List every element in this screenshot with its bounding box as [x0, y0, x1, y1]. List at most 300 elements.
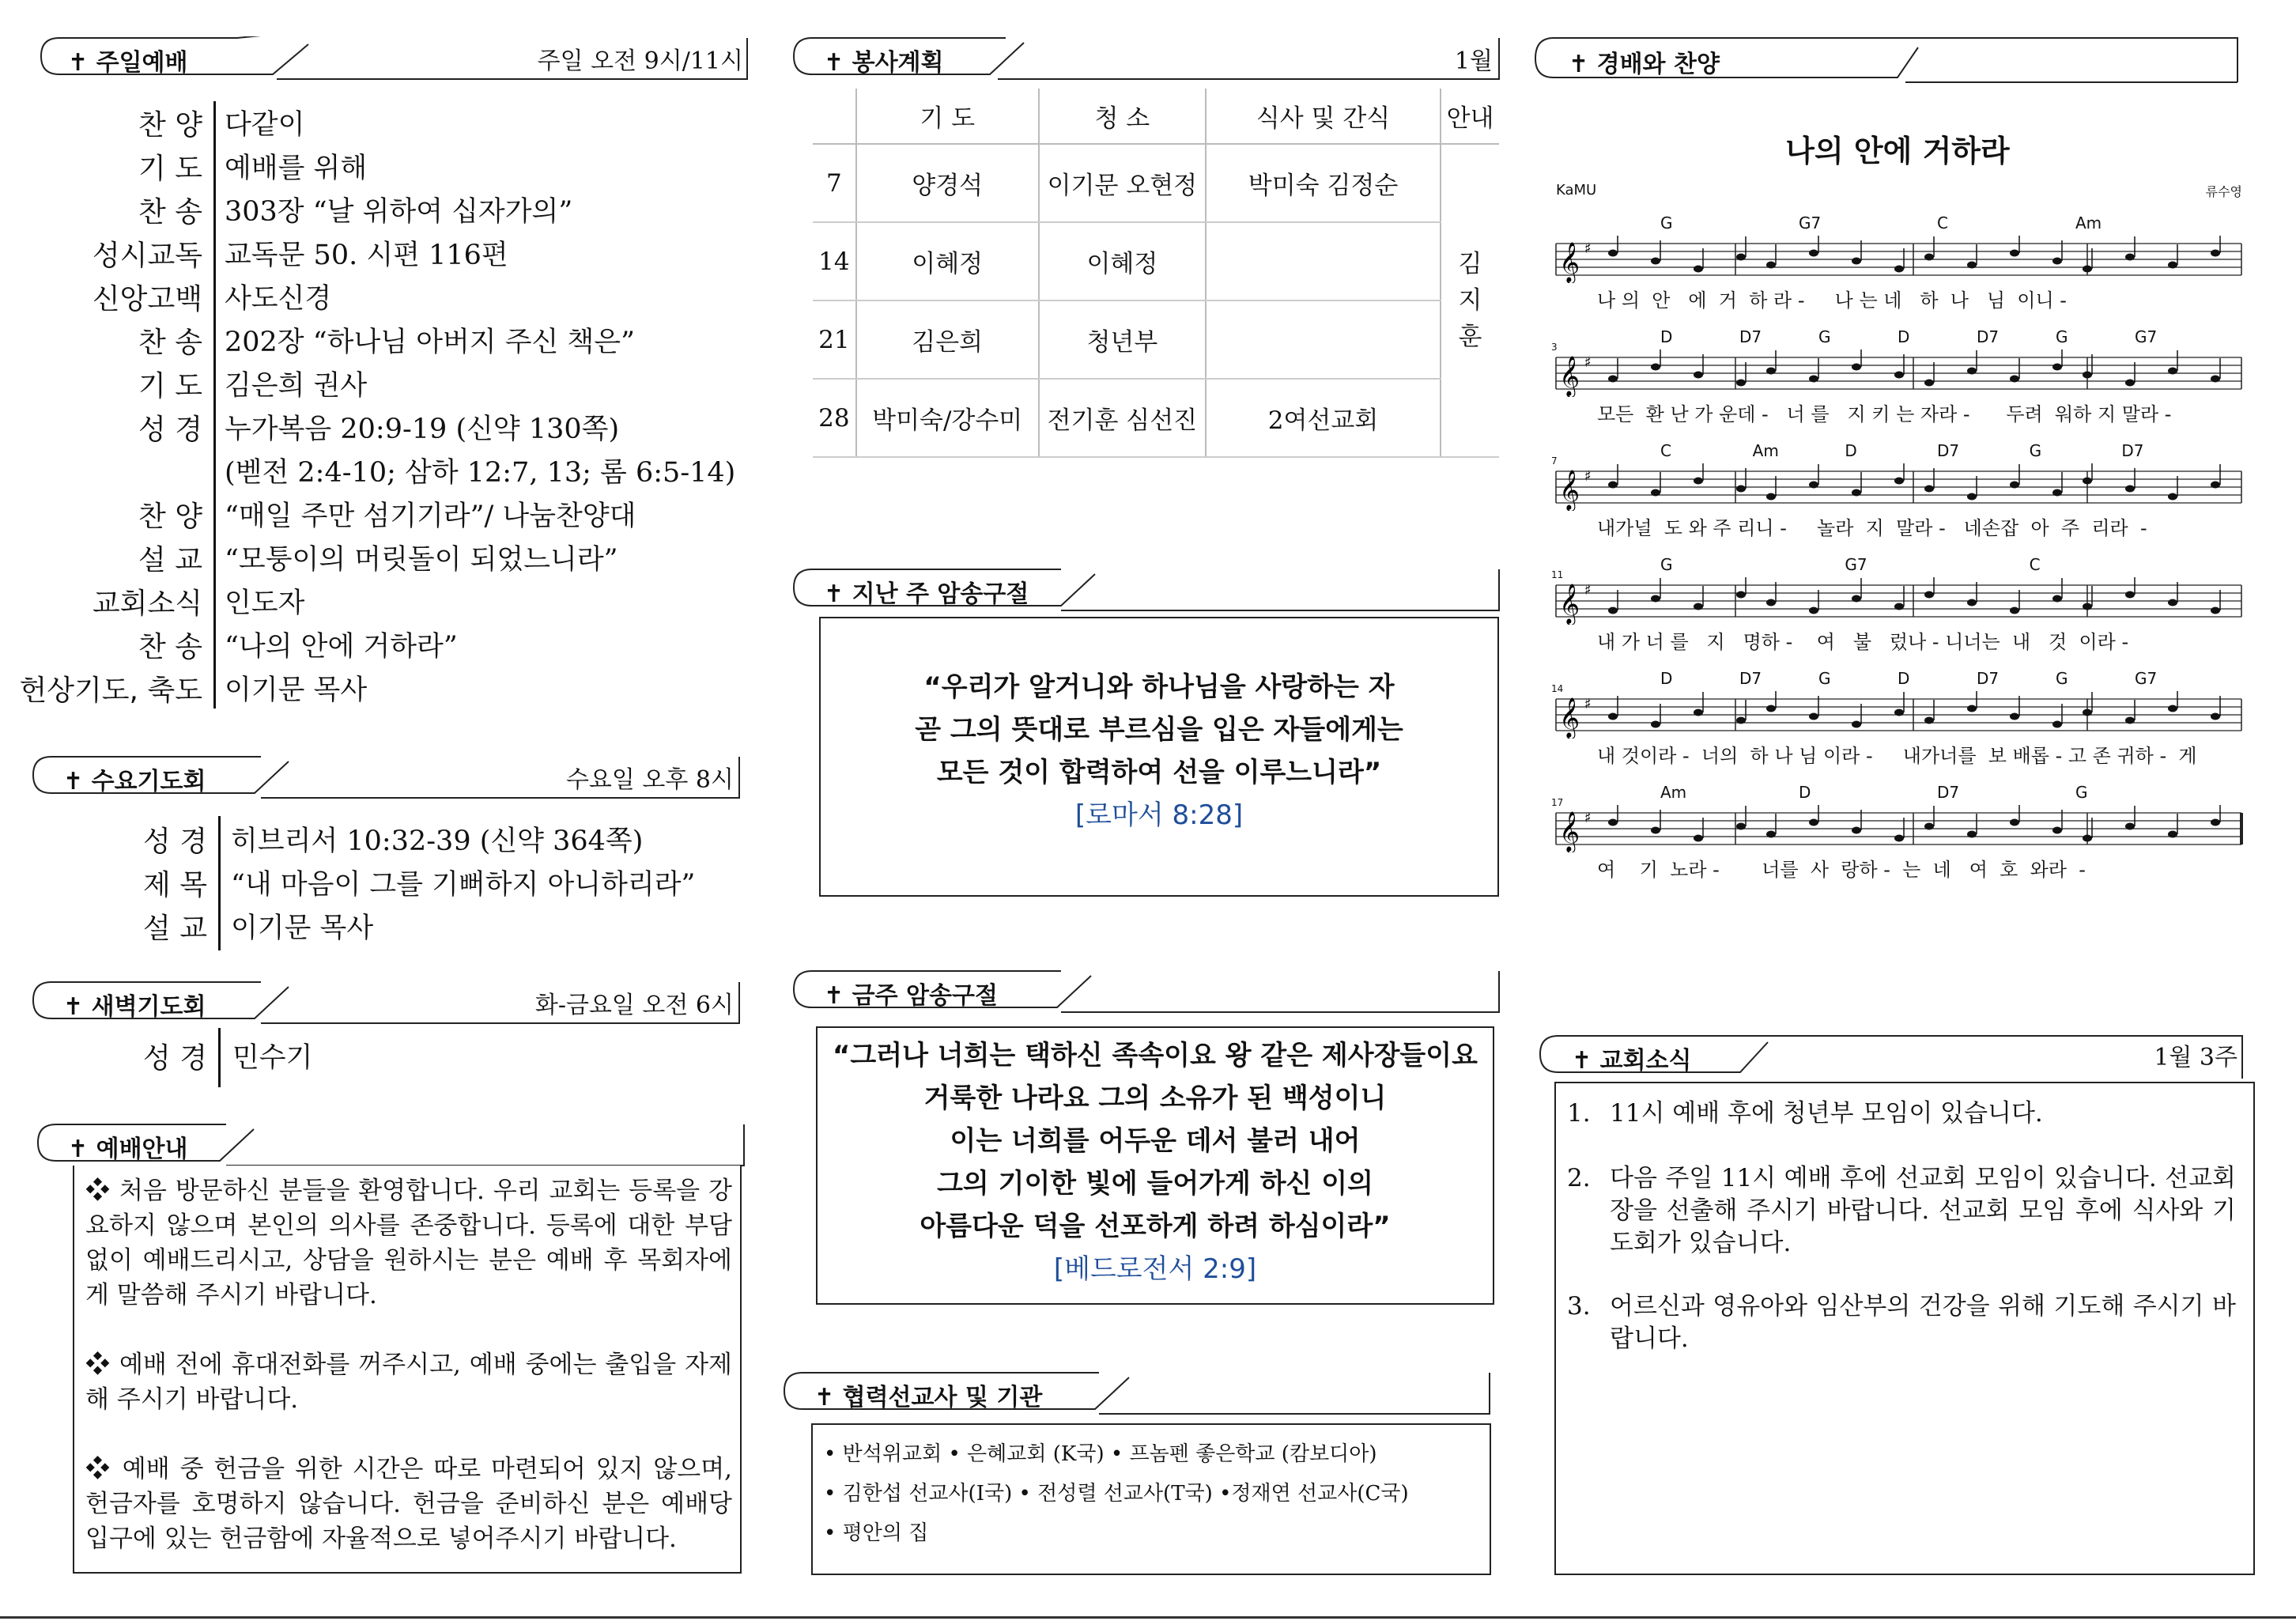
- note-head: [1766, 368, 1776, 375]
- order-value: 김은희 권사: [225, 370, 368, 402]
- chord-symbol: G: [1818, 327, 1831, 346]
- mission-line: • 반석위교회 • 은혜교회 (K국) • 프놈펜 좋은학교 (캄보디아): [824, 1442, 1377, 1466]
- chord-symbol: G: [1818, 669, 1831, 688]
- last-verse-header: [792, 568, 1504, 610]
- section-title: ✝ 협력선교사 및 기관: [814, 1384, 1043, 1411]
- news-box: [1554, 1082, 2255, 1575]
- note-head: [2211, 482, 2220, 489]
- cross-icon: ✝: [824, 580, 844, 608]
- page-bottom-border: [0, 1616, 2296, 1619]
- verse-line: 아름다운 덕을 선포하게 하려 하심이라”: [920, 1211, 1391, 1242]
- song-publisher: KaMU: [1556, 182, 1597, 198]
- note-head: [2052, 258, 2062, 265]
- this-verse-header: [792, 969, 1504, 1012]
- note-head: [1852, 827, 1861, 834]
- meal-cell: [1206, 300, 1441, 379]
- lyrics-line: 내 가 너 를 지 명하 - 여 불 렀나 - 니너는 내 것 이라 -: [1597, 631, 2129, 653]
- news-number: 3.: [1567, 1292, 1591, 1321]
- section-title: ✝ 봉사계획: [824, 49, 944, 77]
- section-title: ✝ 지난 주 암송구절: [824, 580, 1029, 608]
- missions-box: [811, 1423, 1491, 1575]
- sheet-music: [1550, 119, 2245, 881]
- sharp-icon: ♯: [1584, 354, 1592, 371]
- cross-icon: ✝: [63, 993, 84, 1021]
- table-header: 식사 및 간식: [1206, 89, 1441, 144]
- note-head: [2125, 486, 2135, 493]
- note-head: [2168, 262, 2177, 269]
- note-head: [1894, 266, 1904, 273]
- chord-symbol: Am: [1660, 783, 1687, 802]
- this-verse-text: [816, 1034, 1494, 1290]
- treble-clef-icon: 𝄞: [1559, 356, 1580, 396]
- note-head: [2052, 489, 2062, 497]
- order-value: 이기문 목사: [225, 674, 368, 706]
- cross-icon: ✝: [1569, 51, 1589, 78]
- lyrics-line: 모든 환 난 가 운데 - 너 를 지 키 는 자라 - 두려 워하 지 말라 -: [1597, 403, 2172, 425]
- verse-reference: [로마서 8:28]: [1074, 799, 1244, 831]
- verse-line: 이는 너희를 어두운 데서 불러 내어: [950, 1125, 1361, 1157]
- section-title: ✝ 새벽기도회: [63, 993, 206, 1021]
- measure-number: 7: [1551, 455, 1558, 467]
- chord-symbol: D: [1898, 669, 1910, 688]
- note-head: [2168, 705, 2177, 712]
- meal-cell: 박미숙 김정순: [1206, 144, 1441, 222]
- mission-line: • 평안의 집: [824, 1521, 929, 1545]
- section-title: ✝ 수요기도회: [63, 768, 206, 795]
- staff-lines: [1550, 577, 2245, 625]
- order-value: “모퉁이의 머릿돌이 되었느니라”: [225, 544, 618, 576]
- news-item: [1567, 1290, 2236, 1355]
- verse-line: 곧 그의 뜻대로 부르심을 입은 자들에게는: [915, 714, 1403, 746]
- lyrics-line: 내 것이라 - 너의 하 나 님 이라 - 내가너를 보 배롭 - 고 존 귀하 - 게: [1597, 745, 2197, 767]
- order-label: 제 목: [143, 869, 207, 901]
- staff-system: [1550, 555, 2245, 666]
- section-title: ✝ 금주 암송구절: [824, 982, 998, 1010]
- chord-symbol: D7: [1977, 327, 2000, 346]
- note-head: [1694, 372, 1703, 379]
- order-value: 다같이: [225, 109, 305, 141]
- note-head: [1608, 607, 1618, 614]
- order-value: 히브리서 10:32-39 (신약 364쪽): [231, 826, 644, 857]
- note-head: [2083, 478, 2092, 485]
- note-head: [2052, 721, 2062, 728]
- cross-icon: ✝: [68, 1135, 89, 1163]
- prayer-cell: 김은희: [856, 300, 1039, 379]
- note-head: [1967, 831, 1977, 838]
- order-value: 이기문 목사: [231, 913, 374, 944]
- table-row: [813, 222, 1499, 300]
- note-head: [2010, 819, 2019, 826]
- staff-system: [1550, 669, 2245, 780]
- measure-number: 3: [1551, 342, 1558, 353]
- news-number: 1.: [1567, 1099, 1591, 1128]
- verse-line: 모든 것이 합력하여 선을 이루느니라”: [936, 757, 1382, 788]
- chord-symbol: D: [1660, 327, 1673, 346]
- note-head: [1967, 705, 1977, 712]
- table-header: 기 도: [856, 89, 1039, 144]
- dawn-divider: [218, 1028, 221, 1087]
- staff-lines: [1550, 463, 2245, 511]
- order-label: 찬 송: [138, 327, 202, 359]
- sharp-icon: ♯: [1584, 696, 1592, 712]
- note-head: [2168, 831, 2177, 838]
- treble-clef-icon: 𝄞: [1559, 811, 1580, 852]
- note-head: [1694, 603, 1703, 610]
- order-value: 교독문 50. 시편 116편: [225, 240, 508, 271]
- chord-symbol: D7: [2121, 441, 2144, 460]
- chord-symbol: D: [1660, 669, 1673, 688]
- note-head: [1766, 831, 1776, 838]
- note-head: [1809, 607, 1818, 614]
- section-time: 화-금요일 오전 6시: [534, 992, 734, 1019]
- chord-symbol: G: [2075, 783, 2088, 802]
- note-head: [1924, 823, 1934, 830]
- chord-symbol: D7: [1739, 327, 1762, 346]
- note-head: [1852, 489, 1861, 497]
- section-title: ✝ 주일예배: [68, 49, 188, 77]
- day-cell: 14: [813, 222, 856, 300]
- note-head: [1809, 819, 1818, 826]
- staff-system: [1550, 213, 2245, 324]
- note-head: [1736, 380, 1746, 387]
- order-value: 사도신경: [225, 283, 332, 315]
- table-header: [813, 89, 856, 144]
- note-head: [2010, 713, 2019, 720]
- staff-lines: [1550, 691, 2245, 739]
- order-label: 성 경: [143, 826, 207, 858]
- guide-paragraph: ❖ 예배 전에 휴대전화를 꺼주시고, 예배 중에는 출입을 자제해 주시기 바랍니다.: [85, 1351, 732, 1414]
- staff-system: [1550, 441, 2245, 552]
- service-month: 1월: [1454, 47, 1493, 75]
- dawn-header: [32, 981, 743, 1023]
- note-head: [2010, 607, 2019, 614]
- note-head: [1694, 266, 1703, 273]
- note-head: [1766, 599, 1776, 606]
- sunday-divider: [213, 101, 216, 708]
- news-item: [1567, 1162, 2236, 1260]
- note-head: [1736, 486, 1746, 493]
- note-head: [2052, 364, 2062, 371]
- note-head: [1651, 721, 1660, 728]
- wednesday-divider: [218, 816, 221, 950]
- chord-symbol: C: [2029, 555, 2041, 574]
- verse-line: “우리가 알거니와 하나님을 사랑하는 자: [923, 671, 1395, 703]
- note-head: [2211, 607, 2220, 614]
- order-value: 인도자: [225, 588, 305, 619]
- verse-line: 그의 기이한 빛에 들어가게 하신 이의: [937, 1168, 1373, 1200]
- news-text: 어르신과 영유아와 임산부의 건강을 위해 기도해 주시기 바랍니다.: [1610, 1292, 2236, 1353]
- order-label: 성 경: [143, 1042, 207, 1075]
- note-head: [1809, 250, 1818, 257]
- cross-icon: ✝: [1572, 1047, 1592, 1075]
- lyrics-line: 여 기 노라 - 너를 사 랑하 - 는 네 여 호 와라 -: [1597, 859, 2086, 881]
- note-head: [2125, 717, 2135, 724]
- note-head: [2125, 823, 2135, 830]
- note-head: [1651, 489, 1660, 497]
- chord-symbol: D7: [1739, 669, 1762, 688]
- day-cell: 21: [813, 300, 856, 379]
- section-title: ✝ 예배안내: [68, 1135, 188, 1163]
- section-time: 주일 오전 9시/11시: [537, 47, 743, 75]
- news-number: 2.: [1567, 1164, 1591, 1192]
- order-value: 예배를 위해: [225, 153, 368, 184]
- note-head: [1651, 827, 1660, 834]
- note-head: [2083, 709, 2092, 716]
- chord-symbol: D7: [1977, 669, 2000, 688]
- note-head: [1924, 486, 1934, 493]
- worship-header: [1534, 36, 2245, 79]
- note-head: [2168, 368, 2177, 375]
- note-head: [2052, 595, 2062, 603]
- chord-symbol: G7: [2135, 669, 2158, 688]
- note-head: [1736, 254, 1746, 261]
- news-header: [1539, 1034, 2250, 1077]
- sunday-header: [40, 36, 751, 79]
- sharp-icon: ♯: [1584, 582, 1592, 599]
- news-week: 1월 3주: [2154, 1044, 2237, 1071]
- guide-name-char: 지: [1458, 286, 1482, 315]
- mission-line: • 김한섭 선교사(I국) • 전성렬 선교사(T국) •정재연 선교사(C국): [824, 1482, 1409, 1506]
- chord-symbol: G: [2029, 441, 2042, 460]
- note-head: [1766, 705, 1776, 712]
- guide-name-char: 훈: [1458, 323, 1482, 351]
- cross-icon: ✝: [814, 1384, 835, 1411]
- cleaning-cell: 이혜정: [1039, 222, 1206, 300]
- song-composer: 류수영: [2205, 184, 2242, 199]
- note-head: [1694, 478, 1703, 485]
- day-cell: 7: [813, 144, 856, 222]
- note-head: [2083, 372, 2092, 379]
- news-text: 11시 예배 후에 청년부 모임이 있습니다.: [1610, 1099, 2043, 1128]
- order-value: “매일 주만 섬기기라”/ 나눔찬양대: [225, 501, 636, 532]
- news-text: 다음 주일 11시 예배 후에 선교회 모임이 있습니다. 선교회장을 선출해 주시기 바랍니다. 선교회 모임 후에 식사와 기도회가 있습니다.: [1610, 1164, 2236, 1257]
- verse-reference: [베드로전서 2:9]: [1053, 1253, 1257, 1285]
- note-head: [1651, 258, 1660, 265]
- guide-paragraph: ❖ 예배 중 헌금을 위한 시간은 따로 마련되어 있지 않으며, 헌금자를 호명하지 않습니다. 헌금을 준비하신 분은 예배당 입구에 있는 헌금함에 자율적으로 넣어주시기 바랍니다.: [85, 1455, 732, 1553]
- note-head: [1852, 258, 1861, 265]
- verse-line: “그러나 너희는 택하신 족속이요 왕 같은 제사장들이요: [833, 1040, 1478, 1071]
- note-head: [2211, 250, 2220, 257]
- chord-symbol: C: [1660, 441, 1671, 460]
- note-head: [1852, 364, 1861, 371]
- note-head: [1809, 482, 1818, 489]
- note-head: [2052, 827, 2062, 834]
- note-head: [2083, 266, 2092, 273]
- measure-number: 14: [1551, 683, 1564, 694]
- guide-header: [36, 1123, 748, 1166]
- chord-symbol: G: [2056, 327, 2068, 346]
- note-head: [1924, 380, 1934, 387]
- table-row: [813, 144, 1499, 222]
- note-head: [1894, 478, 1904, 485]
- order-value: “내 마음이 그를 기뻐하지 아니하리라”: [231, 869, 696, 901]
- note-head: [2125, 254, 2135, 261]
- note-head: [1694, 709, 1703, 716]
- chord-symbol: D7: [1937, 783, 1960, 802]
- note-head: [1924, 717, 1934, 724]
- order-label: 설 교: [138, 544, 202, 576]
- order-label: 설 교: [143, 913, 207, 945]
- chord-symbol: G: [1660, 213, 1673, 232]
- last-verse-text: [819, 666, 1499, 837]
- cross-icon: ✝: [824, 982, 844, 1010]
- staff-system: [1550, 327, 2245, 438]
- note-head: [1608, 482, 1618, 489]
- order-value: “나의 안에 거하라”: [225, 631, 458, 663]
- note-head: [2168, 599, 2177, 606]
- cross-icon: ✝: [68, 49, 89, 77]
- chord-symbol: D: [1898, 327, 1910, 346]
- prayer-cell: 이혜정: [856, 222, 1039, 300]
- lyrics-line: 내가널 도 와 주 리니 - 놀라 지 말라 - 네손잡 아 주 리라 -: [1597, 517, 2147, 539]
- song-title: 나의 안에 거하라: [1785, 134, 2010, 168]
- service-header: [792, 36, 1504, 79]
- order-label: 신앙고백: [92, 283, 202, 316]
- note-head: [1651, 595, 1660, 603]
- wednesday-header: [32, 755, 743, 798]
- note-head: [1608, 819, 1618, 826]
- note-head: [1608, 713, 1618, 720]
- order-value: 민수기: [232, 1042, 313, 1074]
- chord-symbol: D: [1845, 441, 1857, 460]
- order-label: 성 경: [138, 414, 202, 446]
- note-head: [2010, 376, 2019, 383]
- sharp-icon: ♯: [1584, 240, 1592, 257]
- table-row: [813, 379, 1499, 457]
- order-value: 303장 “날 위하여 십자가의”: [225, 196, 573, 228]
- measure-number: 11: [1551, 569, 1564, 580]
- note-head: [1852, 721, 1861, 728]
- order-value: 202장 “하나님 아버지 주신 책은”: [225, 327, 636, 358]
- note-head: [1736, 823, 1746, 830]
- note-head: [1967, 368, 1977, 375]
- section-title: ✝ 교회소식: [1572, 1047, 1692, 1075]
- note-head: [1894, 372, 1904, 379]
- verse-line: 거룩한 나라요 그의 소유가 된 백성이니: [923, 1083, 1387, 1114]
- table-row: [813, 300, 1499, 379]
- note-head: [1809, 376, 1818, 383]
- note-head: [2211, 376, 2220, 383]
- note-head: [1894, 603, 1904, 610]
- section-time: 수요일 오후 8시: [565, 766, 734, 794]
- chord-symbol: G: [1660, 555, 1673, 574]
- cleaning-cell: 전기훈 심선진: [1039, 379, 1206, 457]
- order-label: 성시교독: [92, 240, 202, 272]
- missions-header: [783, 1371, 1494, 1414]
- cleaning-cell: 청년부: [1039, 300, 1206, 379]
- treble-clef-icon: 𝄞: [1559, 697, 1580, 738]
- chord-symbol: G7: [1799, 213, 1822, 232]
- chord-symbol: Am: [2075, 213, 2102, 232]
- treble-clef-icon: 𝄞: [1559, 584, 1580, 624]
- note-head: [2010, 250, 2019, 257]
- note-head: [1736, 591, 1746, 599]
- note-head: [1608, 250, 1618, 257]
- chord-symbol: G7: [2135, 327, 2158, 346]
- order-label: 찬 송: [138, 196, 202, 229]
- order-label: 교회소식: [92, 588, 202, 620]
- staff-lines: [1550, 236, 2245, 283]
- note-head: [2010, 482, 2019, 489]
- note-head: [1967, 262, 1977, 269]
- cross-icon: ✝: [824, 49, 844, 77]
- note-head: [1736, 717, 1746, 724]
- note-head: [1967, 493, 1977, 501]
- treble-clef-icon: 𝄞: [1559, 470, 1580, 510]
- meal-cell: [1206, 222, 1441, 300]
- news-item: [1567, 1098, 2236, 1130]
- meal-cell: 2여선교회: [1206, 379, 1441, 457]
- chord-symbol: D7: [1937, 441, 1960, 460]
- note-head: [1809, 713, 1818, 720]
- cross-icon: ✝: [63, 768, 84, 795]
- note-head: [2211, 713, 2220, 720]
- note-head: [1651, 364, 1660, 371]
- order-label: 기 도: [138, 153, 202, 185]
- note-head: [1766, 262, 1776, 269]
- note-head: [1608, 376, 1618, 383]
- chord-symbol: Am: [1752, 441, 1779, 460]
- note-head: [2083, 835, 2092, 842]
- prayer-cell: 양경석: [856, 144, 1039, 222]
- day-cell: 28: [813, 379, 856, 457]
- service-table: [813, 89, 1499, 458]
- note-head: [2211, 819, 2220, 826]
- lyrics-line: 나 의 안 에 거 하 라 - 나 는 네 하 나 님 이니 -: [1597, 289, 2067, 312]
- cleaning-cell: 이기문 오현정: [1039, 144, 1206, 222]
- chord-symbol: G: [2056, 669, 2068, 688]
- sharp-icon: ♯: [1584, 468, 1592, 485]
- note-head: [1894, 835, 1904, 842]
- measure-number: 17: [1551, 797, 1564, 808]
- note-head: [1852, 595, 1861, 603]
- order-label: 기 도: [138, 370, 202, 402]
- note-head: [2125, 380, 2135, 387]
- staff-lines: [1550, 805, 2245, 852]
- order-value: (벧전 2:4-10; 삼하 12:7, 13; 롬 6:5-14): [225, 457, 736, 489]
- chord-symbol: C: [1937, 213, 1948, 232]
- guide-box: [73, 1166, 742, 1574]
- note-head: [1924, 591, 1934, 599]
- table-header: 안내: [1441, 89, 1499, 144]
- note-head: [2125, 591, 2135, 599]
- staff-system: [1550, 783, 2245, 894]
- section-title: ✝ 경배와 찬양: [1569, 51, 1720, 78]
- service-header-row: [813, 89, 1499, 144]
- order-label: 찬 양: [138, 109, 202, 142]
- staff-lines: [1550, 350, 2245, 397]
- order-label: 찬 양: [138, 501, 202, 533]
- guide-name-char: 김: [1458, 250, 1482, 278]
- order-label: 찬 송: [138, 631, 202, 663]
- note-head: [1766, 493, 1776, 501]
- guide-name-cell: [1441, 144, 1499, 457]
- note-head: [1894, 709, 1904, 716]
- treble-clef-icon: 𝄞: [1559, 242, 1580, 282]
- note-head: [1967, 599, 1977, 606]
- note-head: [1924, 254, 1934, 261]
- note-head: [1694, 835, 1703, 842]
- prayer-cell: 박미숙/강수미: [856, 379, 1039, 457]
- note-head: [2168, 493, 2177, 501]
- chord-symbol: G7: [1845, 555, 1867, 574]
- note-head: [2083, 603, 2092, 610]
- order-value: 누가복음 20:9-19 (신약 130쪽): [225, 414, 620, 445]
- order-label: 헌상기도, 축도: [19, 674, 202, 707]
- sharp-icon: ♯: [1584, 810, 1592, 826]
- guide-paragraph: ❖ 처음 방문하신 분들을 환영합니다. 우리 교회는 등록을 강요하지 않으며 본인의 의사를 존중합니다. 등록에 대한 부담 없이 예배드리시고, 상담을 원하시는 분은 예배 후 목회자에게 말씀해 주시기 바랍니다.: [85, 1177, 732, 1309]
- chord-symbol: D: [1799, 783, 1811, 802]
